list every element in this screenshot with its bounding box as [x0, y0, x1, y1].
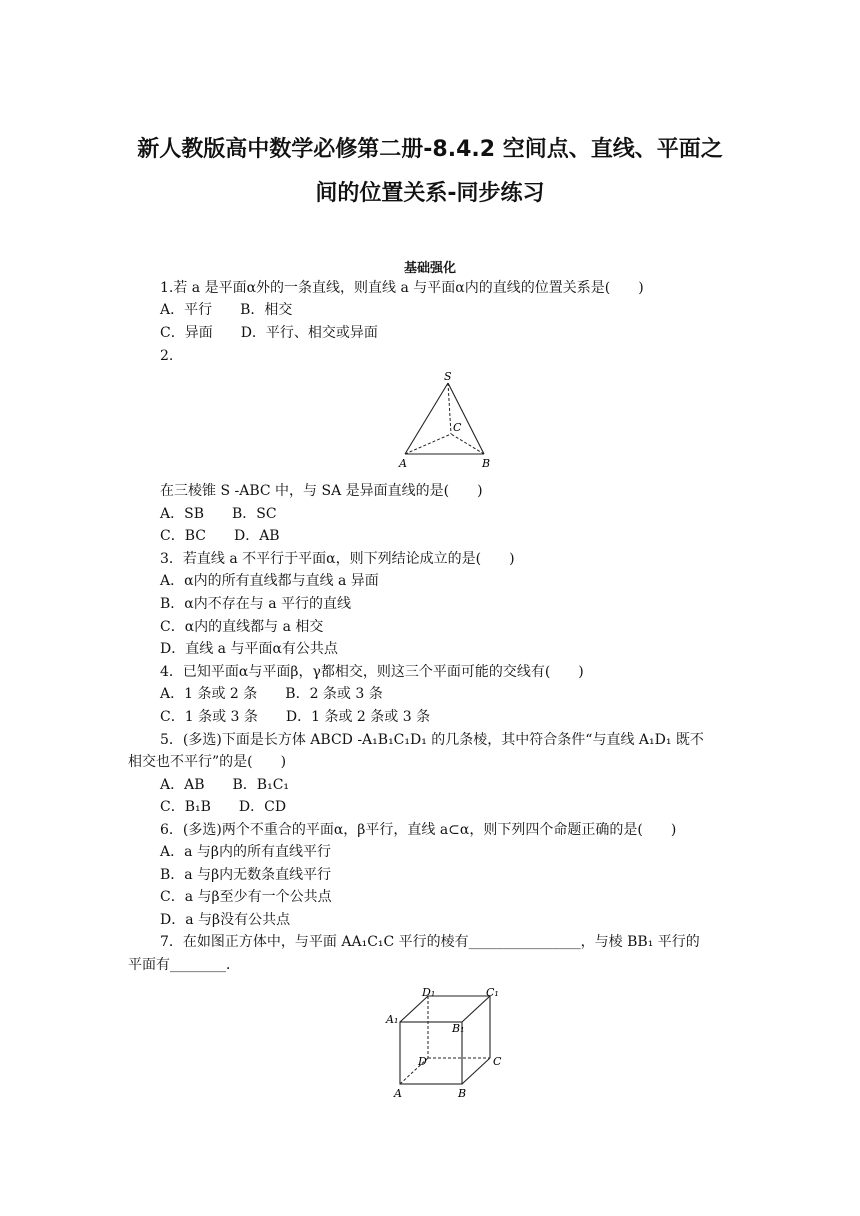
q2-options-ab: A．SB B．SC — [160, 506, 277, 522]
q1-stem: 1.若 a 是平面α外的一条直线，则直线 a 与平面α内的直线的位置关系是( ) — [160, 280, 644, 296]
q2-stem: 在三棱锥 S -ABC 中，与 SA 是异面直线的是( ) — [160, 483, 483, 499]
q3-option-a: A．α内的所有直线都与直线 a 异面 — [160, 573, 379, 589]
q6-option-d: D．a 与β没有公共点 — [160, 912, 291, 928]
q1-options-cd: C．异面 D．平行、相交或异面 — [160, 325, 378, 341]
vertex-label-c1: C₁ — [486, 986, 499, 999]
q5-stem-line1: 5．(多选)下面是长方体 ABCD -A₁B₁C₁D₁ 的几条棱，其中符合条件“与直线 A₁D₁ 既不 — [160, 732, 704, 748]
q3-option-b: B．α内不存在与 a 平行的直线 — [160, 596, 351, 612]
q6-option-b: B．a 与β内无数条直线平行 — [160, 867, 332, 883]
q4-options-cd: C．1 条或 3 条 D．1 条或 2 条或 3 条 — [160, 709, 431, 725]
vertex-label-a1: A₁ — [386, 1013, 399, 1026]
section-heading: 基础强化 — [403, 261, 456, 276]
doc-title-line2: 间的位置关系-同步练习 — [315, 181, 545, 206]
vertex-label-d: D — [418, 1055, 427, 1068]
q5-options-cd: C．B₁B D．CD — [160, 799, 287, 815]
q7-stem-line2: 平面有________． — [128, 957, 240, 973]
q2-options-cd: C．BC D．AB — [160, 528, 280, 544]
q4-options-ab: A．1 条或 2 条 B．2 条或 3 条 — [160, 686, 383, 702]
vertex-label-a: A — [394, 1087, 402, 1100]
cube-figure — [382, 984, 512, 1102]
tetrahedron-figure — [395, 368, 505, 476]
q6-option-a: A．a 与β内的所有直线平行 — [160, 844, 332, 860]
q3-stem: 3．若直线 a 不平行于平面α，则下列结论成立的是( ) — [160, 551, 515, 567]
vertex-label-b: B — [458, 1087, 467, 1100]
vertex-label-c: C — [453, 421, 462, 434]
q3-option-d: D．直线 a 与平面α有公共点 — [160, 641, 338, 657]
vertex-label-s: S — [444, 370, 452, 383]
vertex-label-b: B — [482, 457, 491, 470]
q6-stem: 6．(多选)两个不重合的平面α，β平行，直线 a⊂α，则下列四个命题正确的是( ) — [160, 822, 677, 838]
q5-options-ab: A．AB B．B₁C₁ — [160, 777, 290, 793]
vertex-label-a: A — [399, 457, 407, 470]
q6-option-c: C．a 与β至少有一个公共点 — [160, 889, 332, 905]
doc-title-line1: 新人教版高中数学必修第二册-8.4.2 空间点、直线、平面之 — [137, 137, 723, 162]
q3-option-c: C．α内的直线都与 a 相交 — [160, 619, 324, 635]
q7-stem-line1: 7．在如图正方体中，与平面 AA₁C₁C 平行的棱有________________，与棱 BB₁ 平行的 — [160, 934, 700, 950]
vertex-label-c: C — [493, 1055, 502, 1068]
q1-options-ab: A．平行 B．相交 — [160, 302, 293, 318]
q2-number: 2. — [160, 348, 174, 364]
vertex-label-d1: D₁ — [422, 986, 436, 999]
vertex-label-b1: B₁ — [452, 1022, 465, 1035]
q4-stem: 4．已知平面α与平面β，γ都相交，则这三个平面可能的交线有( ) — [160, 664, 584, 680]
q5-stem-line2: 相交也不平行”的是( ) — [128, 754, 287, 770]
